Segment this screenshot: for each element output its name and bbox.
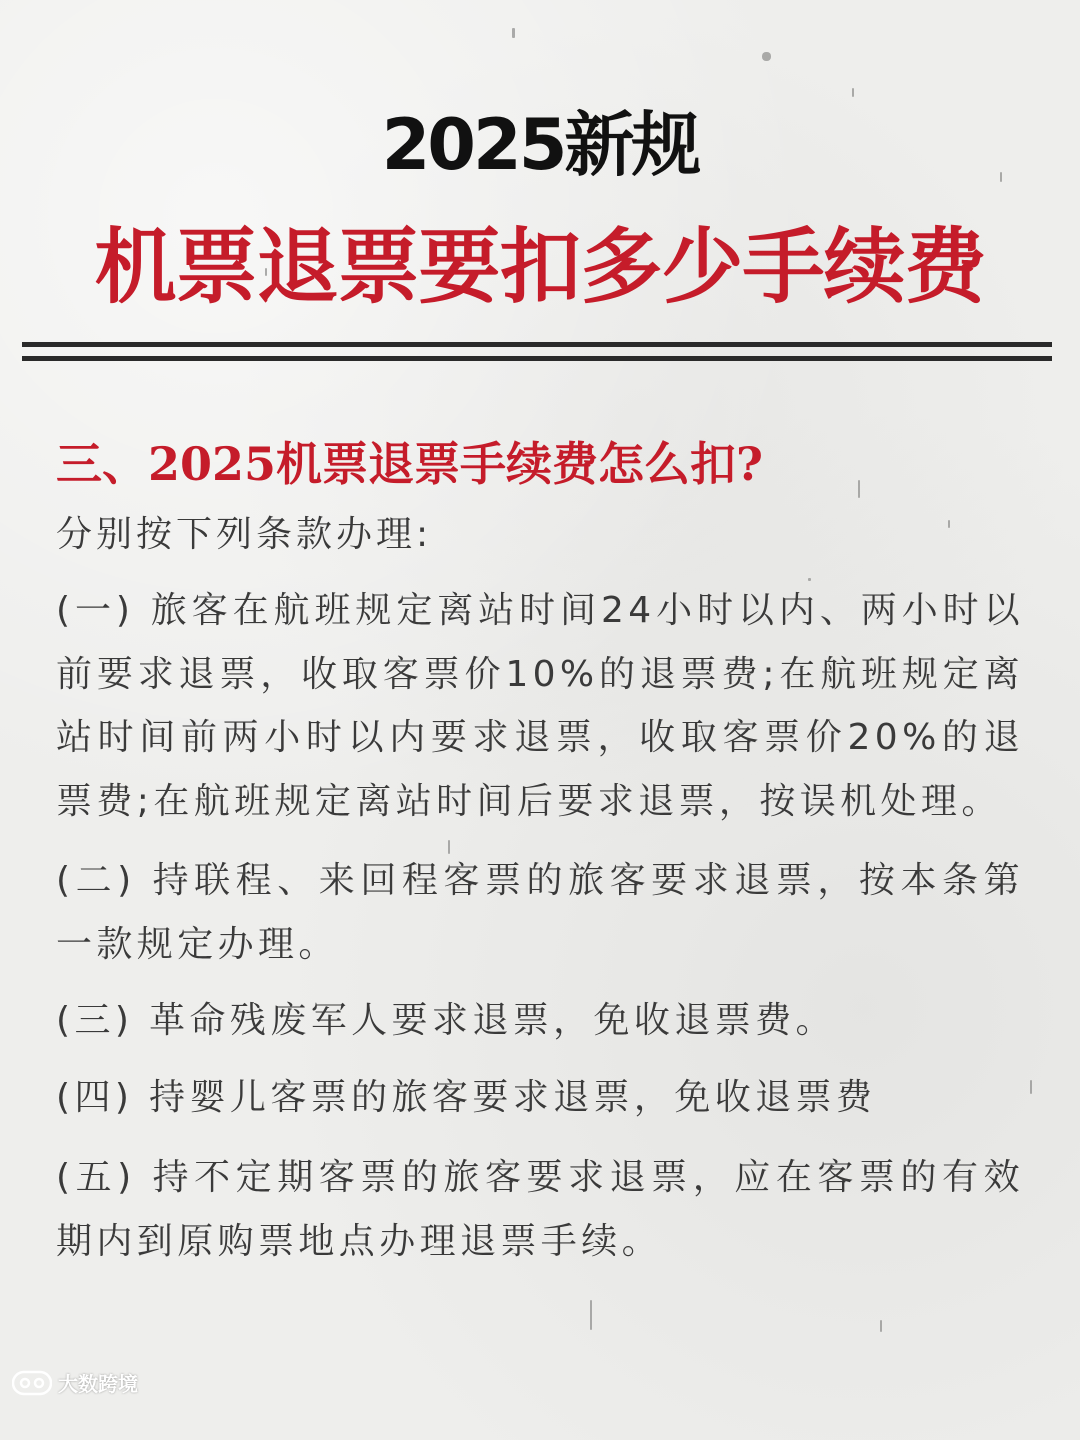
paper-speck [762,52,771,61]
paper-speck [512,28,515,38]
clause-item: (二) 持联程、来回程客票的旅客要求退票，按本条第一款规定办理。 [56,860,1024,965]
clause-item: (一) 旅客在航班规定离站时间24小时以内、两小时以前要求退票，收取客票价10%的退票费;在航班规定离站时间前两小时以内要求退票，收取客票价20%的退票费;在航班规定离站时间后要求退票，按误机处理。 [56,590,1024,822]
clause-item: (三) 革命残废军人要求退票，免收退票费。 [56,1000,836,1041]
paper-speck [852,88,854,97]
title-main: 机票退票要扣多少手续费 [94,220,986,315]
paper-speck [1030,1080,1032,1094]
watermark-text: 大数跨境 [58,1372,138,1396]
paper-speck [880,1320,882,1332]
watermark [12,1368,138,1397]
paper-speck [590,1300,592,1330]
section-intro: 分别按下列条款办理: [56,514,433,555]
divider-rule [22,342,1052,347]
section-heading: 三、2025机票退票手续费怎么扣? [56,437,763,491]
divider-rule [22,356,1052,361]
clause-item: (五) 持不定期客票的旅客要求退票，应在客票的有效期内到原购票地点办理退票手续。 [56,1157,1024,1262]
paper-speck [948,520,950,528]
clause-item: (四) 持婴儿客票的旅客要求退票，免收退票费 [56,1077,877,1118]
rednote-logo-icon [12,1370,52,1396]
paper-speck [858,480,860,498]
title-year: 2025新规 [381,104,699,186]
